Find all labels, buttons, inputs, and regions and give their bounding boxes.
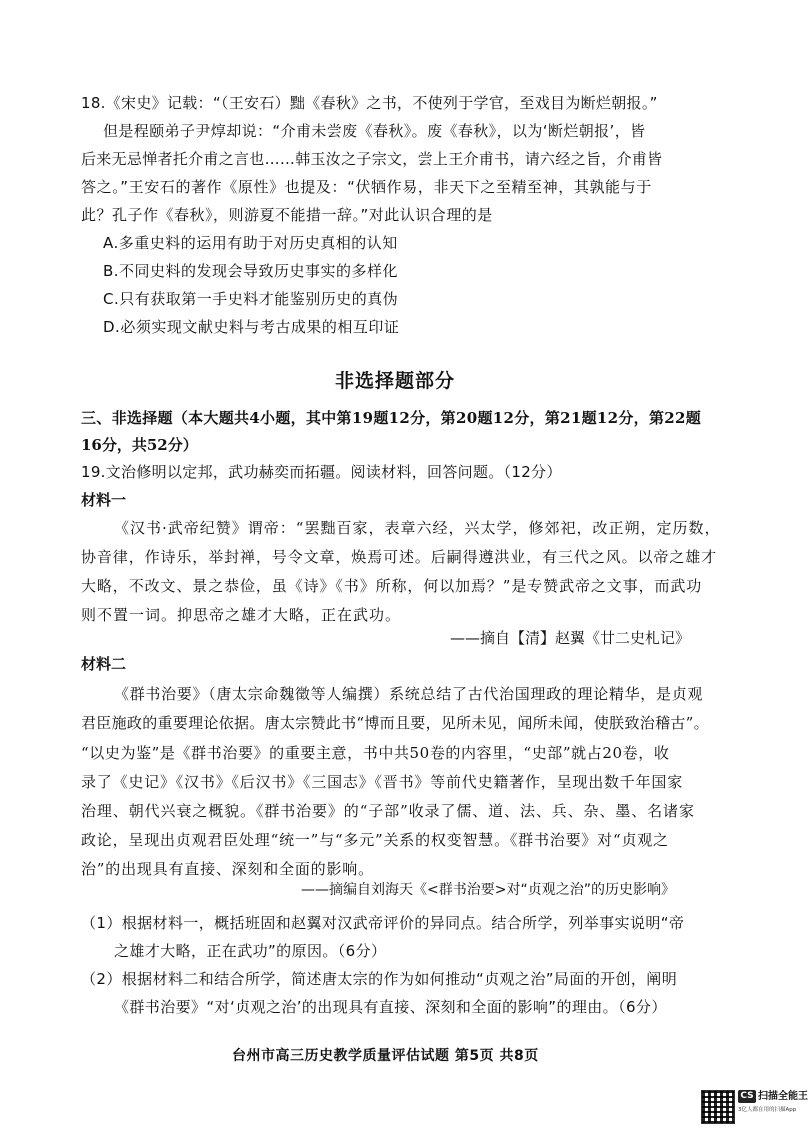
material2-line-5: 治理、朝代兴衰之概貌。《群书治要》的“子部”收录了儒、道、法、兵、杂、墨、名诸家: [81, 802, 695, 820]
material1-line-2: 协音律，作诗乐，举封禅，号令文章，焕焉可述。后嗣得遵洪业，有三代之风。以帝之雄才: [81, 548, 718, 566]
section3-intro-line-2: 16分，共52分）: [81, 436, 198, 454]
material2-line-6: 政论，呈现出贞观君臣处理“统一”与“多元”关系的权变智慧。《群书治要》对“贞观之: [81, 831, 669, 849]
q18-stem-line-3: 后来无忌惮者托介甫之言也……韩玉汝之子宗文，尝上王介甫书，请六经之旨，介甫皆: [81, 150, 663, 168]
material1-label: 材料一: [81, 491, 127, 509]
qr-code-icon: [701, 1090, 735, 1124]
subquestion-1-line-2: 之雄才大略，正在武功”的原因。（6分）: [114, 942, 387, 960]
q18-stem-line-4: 答之。”王安石的著作《原性》也提及：“伏牺作易，非天下之至精至神，其孰能与于: [81, 178, 652, 196]
material2-line-3: “以史为鉴”是《群书治要》的重要主意，书中共50卷的内容里，“史部”就占20卷，收: [81, 744, 670, 762]
subquestion-2-line-2: 《群书治要》“对‘贞观之治’的出现具有直接、深刻和全面的影响”的理由。（6分）: [114, 998, 667, 1016]
material2-line-7: 治”的出现具有直接、深刻和全面的影响。: [81, 860, 374, 878]
subquestion-1-line-1: （1）根据材料一，概括班固和赵翼对汉武帝评价的异同点。结合所学，列举事实说明“帝: [81, 914, 685, 932]
material1-line-4: 则不置一词。抑思帝之雄才大略，正在武功。: [81, 606, 402, 624]
q19-title: 19.文治修明以定邦，武功赫奕而拓疆。阅读材料，回答问题。（12分）: [81, 463, 562, 481]
material2-line-2: 君臣施政的重要理论依据。唐太宗赞此书“博而且要，见所未见，闻所未闻，使朕致治稽古”。: [81, 714, 709, 732]
material2-line-1: 《群书治要》（唐太宗命魏徵等人编撰）系统总结了古代治国理政的理论精华，是贞观: [114, 685, 704, 703]
material1-source: ——摘自【清】赵翼《廿二史札记》: [450, 629, 691, 647]
q18-stem-line-2: 但是程颐弟子尹焞却说：“介甫未尝废《春秋》。废《春秋》，以为‘断烂朝报’，皆: [103, 122, 646, 140]
camscanner-title: 扫描全能王: [758, 1091, 808, 1102]
q18-stem-line-1: 18.《宋史》记载：“（王安石）黜《春秋》之书，不使列于学官，至戏目为断烂朝报。”: [81, 94, 658, 112]
q18-option-d: D.必须实现文献史料与考古成果的相互印证: [103, 318, 400, 336]
material1-line-3: 大略，不改文、景之恭俭，虽《诗》《书》所称，何以加焉？”是专赞武帝之文事，而武功: [81, 577, 703, 595]
material1-line-1: 《汉书·武帝纪赞》谓帝：“罢黜百家，表章六经，兴太学，修郊祀，改正朔，定历数，: [114, 519, 721, 537]
q18-option-b: B.不同史料的发现会导致历史事实的多样化: [103, 262, 399, 280]
section-title: 非选择题部分: [335, 370, 456, 392]
camscanner-logo: CS: [738, 1090, 756, 1103]
material2-line-4: 录了《史记》《汉书》《后汉书》《三国志》《晋书》等前代史籍著作，呈现出数千年国家: [81, 773, 684, 791]
camscanner-subtitle: 3亿人都在用的扫描App: [738, 1107, 797, 1113]
q18-stem-line-5: 此？孔子作《春秋》，则游夏不能措一辞。”对此认识合理的是: [81, 206, 493, 224]
subquestion-2-line-1: （2）根据材料二和结合所学，简述唐太宗的作为如何推动“贞观之治”局面的开创，阐明: [81, 970, 678, 988]
q18-option-a: A.多重史料的运用有助于对历史真相的认知: [103, 234, 398, 252]
material2-label: 材料二: [81, 655, 127, 673]
page-footer: 台州市高三历史教学质量评估试题 第5页 共8页: [232, 1048, 539, 1064]
material2-source: ——摘编自刘海天《<群书治要>对“贞观之治”的历史影响》: [301, 882, 675, 898]
q18-option-c: C.只有获取第一手史料才能鉴别历史的真伪: [103, 290, 399, 308]
section3-intro-line-1: 三、非选择题（本大题共4小题，其中第19题12分，第20题12分，第21题12分，第22题: [81, 409, 702, 427]
